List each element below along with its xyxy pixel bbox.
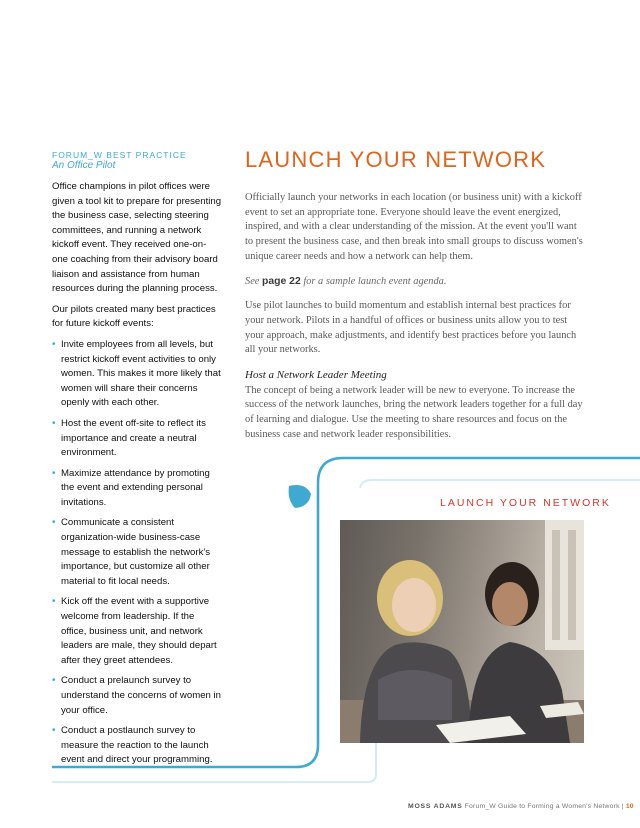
meeting-photo-illustration	[340, 520, 584, 743]
photo-person-left-body-pattern	[378, 670, 452, 720]
page-link[interactable]: page 22	[262, 275, 301, 287]
page-footer	[408, 803, 634, 810]
list-item-text: Communicate a consistent organization-wide business-case message to establish the network's importance, but customize all other material to fit local needs.	[61, 517, 211, 587]
list-item	[52, 467, 222, 511]
bullet-icon: •	[52, 596, 56, 608]
section-heading: Host a Network Leader Meeting	[245, 369, 387, 382]
main-paragraph: Officially launch your networks in each location (or business unit) with a kickoff event to set an appropriate tone. Everyone should leave the event energized, inspired, and with a clear understanding of the mission. At the event you'll want to present the business case, and then break into small groups to discuss women's unique career needs and how a network can help them.	[245, 192, 583, 262]
light-blue-line-top	[360, 480, 640, 488]
list-item-text: Kick off the event with a supportive welcome from leadership. If the office, business unit, and network leaders are male, they should depart after they greet attendees.	[61, 596, 217, 666]
list-item	[52, 724, 222, 768]
list-item	[52, 516, 222, 589]
photo-window	[545, 520, 584, 650]
sidebar-subtitle: An Office Pilot	[52, 160, 116, 171]
bullet-icon: •	[52, 467, 56, 479]
list-item-text: Invite employees from all levels, but restrict kickoff event activities to only women. This makes it more likely that women will share their concerns openly with each other.	[61, 338, 221, 409]
bullet-icon: •	[52, 517, 56, 529]
sidebar-eyebrow: FORUM_W BEST PRACTICE	[52, 150, 187, 160]
sidebar-paragraph: Our pilots created many best practices for future kickoff events:	[52, 303, 216, 330]
see-note	[245, 275, 585, 290]
main-content	[245, 191, 585, 453]
bullet-icon: •	[52, 725, 56, 737]
see-prefix: See	[245, 275, 260, 287]
see-suffix: for a sample launch event agenda.	[300, 275, 447, 287]
list-item-text: Conduct a postlaunch survey to measure the reaction to the launch event and direct your programming.	[61, 725, 213, 766]
main-paragraph: The concept of being a network leader will be new to everyone. To increase the success of the network launches, bring the network leaders together for a full day of learning and dialogue. Use the meeting to share resources and focus on the business case and network leader responsibilities.	[245, 384, 583, 440]
meeting-photo	[340, 520, 584, 743]
list-item	[52, 674, 222, 718]
panel-label: LAUNCH YOUR NETWORK	[440, 497, 611, 509]
best-practice-list	[52, 338, 222, 768]
sidebar-paragraph: Office champions in pilot offices were given a tool kit to prepare for presenting the business case, selecting steering committees, and running a network kickoff event. They received one-on-one coaching from their advisory board liaison and assistance from human resources during the planning process.	[52, 181, 222, 295]
footer-doc-title: Forum_W Guide to Forming a Women's Network	[464, 803, 620, 810]
list-item-text: Maximize attendance by promoting the event and extending personal invitations.	[61, 467, 210, 508]
sidebar-body	[52, 180, 222, 774]
list-item	[52, 417, 222, 461]
page-title: LAUNCH YOUR NETWORK	[245, 147, 547, 172]
footer-brand: MOSS ADAMS	[408, 803, 463, 810]
photo-person-right-face	[492, 582, 528, 626]
list-item-text: Host the event off-site to reflect its importance and create a neutral environment.	[61, 417, 206, 459]
footer-separator: |	[621, 803, 624, 810]
photo-window-frame	[568, 530, 576, 640]
photo-person-left-face	[392, 578, 436, 632]
list-item	[52, 338, 222, 411]
leaf-icon	[289, 485, 311, 508]
bullet-icon: •	[52, 338, 56, 350]
main-paragraph: Use pilot launches to build momentum and establish internal best practices for your network. Pilots in a handful of offices or business units allow you to test your approach, make adjustments, and identify best practices before you launch all your networks.	[245, 300, 577, 356]
bullet-icon: •	[52, 417, 56, 429]
list-item	[52, 595, 222, 668]
list-item-text: Conduct a prelaunch survey to understand the concerns of women in your office.	[61, 675, 221, 716]
page-number: 10	[625, 803, 634, 810]
bullet-icon: •	[52, 675, 56, 687]
photo-window-frame	[552, 530, 560, 640]
